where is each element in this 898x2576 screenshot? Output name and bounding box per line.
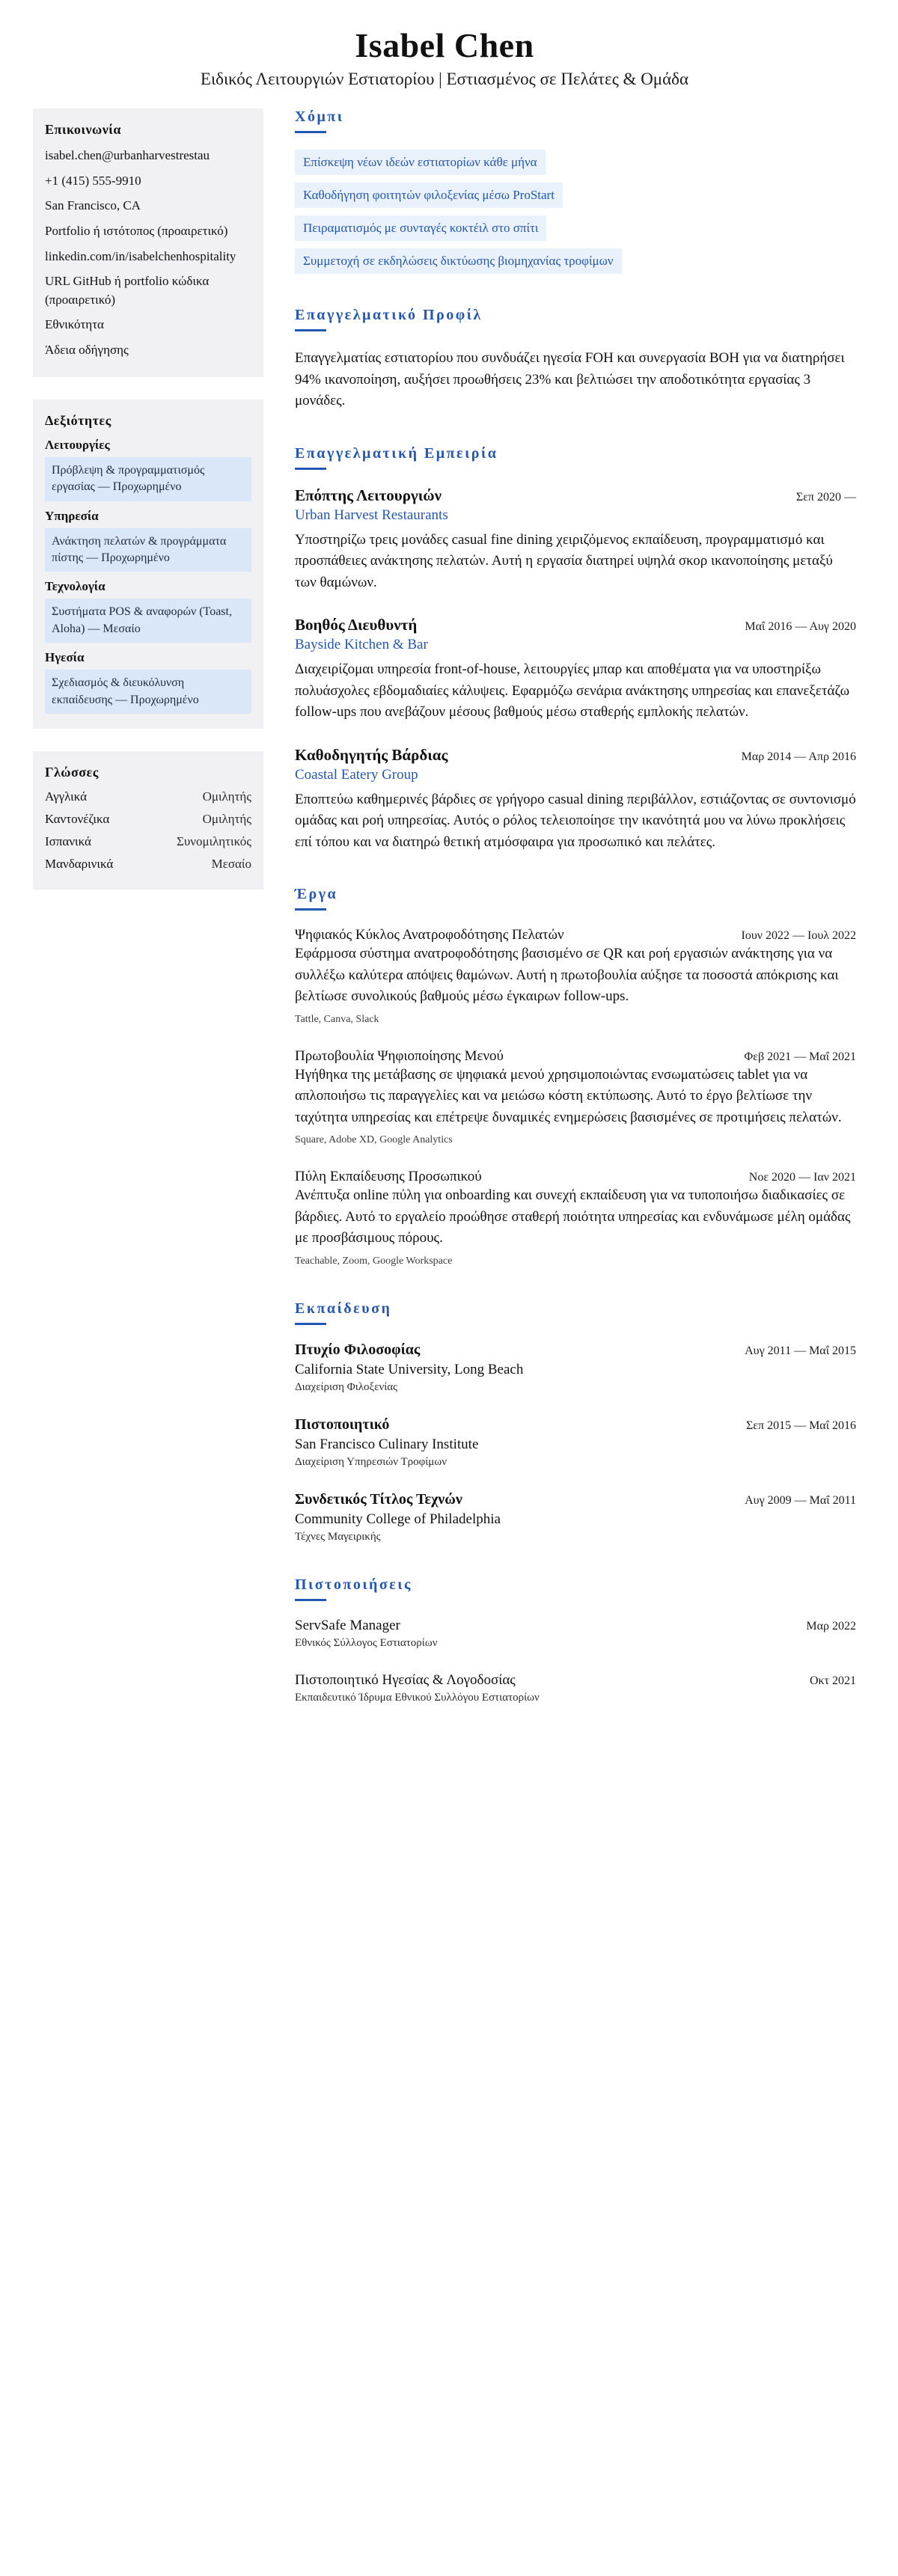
projects-title: Έργα xyxy=(295,886,338,902)
skill-group-label: Υπηρεσία xyxy=(45,508,99,523)
skills-title: Δεξιότητες xyxy=(45,412,112,428)
certification-issuer: Εκπαιδευτικό Ίδρυμα Εθνικού Συλλόγου Εστιατορίων xyxy=(295,1691,540,1704)
education-degree: Πτυχίο Φιλοσοφίας xyxy=(295,1341,421,1358)
language-level: Συνομιλητικός xyxy=(177,833,251,848)
project-entry xyxy=(295,1048,856,1147)
certification-name: ServSafe Manager xyxy=(295,1617,400,1633)
project-dates: Νοε 2020 — Ιαν 2021 xyxy=(748,1171,856,1184)
certification-entry xyxy=(295,1672,856,1704)
skill-group-label: Λειτουργίες xyxy=(45,437,110,452)
job-description: Διαχειρίζομαι υπηρεσία front-of-house, λειτουργίες μπαρ και αποθέματα για να υποστηρίξω πολυάσχολες εβδομαδιαίες κάλυψεις. Εφαρμόζω σενάρια ανάκτησης υπηρεσίας και επανεξετάζω follow-ups που ανεβάζουν μέσους βαθμούς μέσω σταθερής εμπλοκής πελατών. xyxy=(295,661,850,720)
project-dates: Φεβ 2021 — Μαΐ 2021 xyxy=(744,1050,856,1063)
skill-value: Πρόβλεψη & προγραμματισμός εργασίας — Προχωρημένο xyxy=(45,457,251,501)
sidebar xyxy=(33,108,263,890)
certification-header xyxy=(295,1672,856,1689)
project-description: Ανέπτυξα online πύλη για onboarding και συνεχή εκπαίδευση για να τυποποιήσω διαδικασίες σε βάρδιες. Αυτό το εργαλείο προώθησε σταθερή ποιότητα υπηρεσίας και ενδυνάμωσε μέλη ομάδας με προσβάσιμους πόρους. xyxy=(295,1187,851,1246)
languages-section xyxy=(33,751,263,890)
resume-header xyxy=(33,25,856,89)
resume-columns xyxy=(33,108,856,1737)
job-description: Υποστηρίζω τρεις μονάδες casual fine dining χειριζόμενος εκπαίδευση, προγραμματισμό και προσπάθειες ανάκτησης πελατών. Αυτή η εργασία διατηρεί υψηλά σκορ ικανοποίησης μεταξύ των θαμώνων. xyxy=(295,531,833,590)
certification-date: Οκτ 2021 xyxy=(809,1674,856,1687)
education-school: Community College of Philadelphia xyxy=(295,1511,501,1527)
language-level: Ομιλητής xyxy=(202,811,251,826)
education-dates: Σεπ 2015 — Μαΐ 2016 xyxy=(745,1419,856,1432)
project-header xyxy=(295,927,856,943)
section-underline xyxy=(295,468,326,470)
education-field: Διαχείριση Φιλοξενίας xyxy=(295,1380,398,1393)
project-dates: Ιουν 2022 — Ιουλ 2022 xyxy=(741,929,856,942)
skill-value: Σχεδιασμός & διευκόλυνση εκπαίδευσης — Προχωρημένο xyxy=(45,670,251,714)
contact-linkedin[interactable]: linkedin.com/in/isabelchenhospitality xyxy=(45,248,236,263)
language-row xyxy=(45,812,251,827)
education-entry xyxy=(295,1341,856,1394)
job-role: Επόπτης Λειτουργιών xyxy=(295,486,442,504)
language-name: Μανδαρινικά xyxy=(45,856,114,871)
section-underline xyxy=(295,1599,326,1601)
section-underline xyxy=(295,908,326,911)
education-entry xyxy=(295,1491,856,1544)
profile-title: Επαγγελματικό Προφίλ xyxy=(295,307,483,323)
education-header xyxy=(295,1341,856,1359)
certification-name: Πιστοποιητικό Ηγεσίας & Λογοδοσίας xyxy=(295,1671,516,1688)
skill-value: Συστήματα POS & αναφορών (Toast, Aloha) — Μεσαίο xyxy=(45,599,251,643)
certification-header xyxy=(295,1618,856,1634)
certification-issuer: Εθνικός Σύλλογος Εστιατορίων xyxy=(295,1636,438,1649)
project-name: Πύλη Εκπαίδευσης Προσωπικού xyxy=(295,1169,482,1184)
job-entry xyxy=(295,486,856,594)
contact-phone: +1 (415) 555-9910 xyxy=(45,173,141,188)
skills-section xyxy=(33,400,263,729)
project-tools: Square, Adobe XD, Google Analytics xyxy=(295,1134,453,1145)
experience-section xyxy=(295,445,856,854)
contact-nationality: Εθνικότητα xyxy=(45,317,104,332)
project-header xyxy=(295,1169,856,1185)
skill-value: Ανάκτηση πελατών & προγράμματα πίστης — Προχωρημένο xyxy=(45,528,251,572)
job-company-link[interactable]: Urban Harvest Restaurants xyxy=(295,507,448,523)
education-entry xyxy=(295,1416,856,1469)
section-underline xyxy=(295,1323,326,1325)
education-dates: Αυγ 2011 — Μαΐ 2015 xyxy=(745,1344,856,1357)
education-title: Εκπαίδευση xyxy=(295,1300,392,1317)
job-entry xyxy=(295,746,856,854)
education-header xyxy=(295,1491,856,1508)
job-role: Βοηθός Διευθυντή xyxy=(295,616,418,634)
project-tools: Tattle, Canva, Slack xyxy=(295,1013,379,1025)
contact-portfolio: Portfolio ή ιστότοπος (προαιρετικό) xyxy=(45,223,228,238)
job-dates: Σεπ 2020 — xyxy=(795,490,856,504)
contact-location: San Francisco, CA xyxy=(45,198,141,213)
project-description: Ηγήθηκα της μετάβασης σε ψηφιακά μενού χρησιμοποιώντας ενσωματώσεις tablet για να απλοποιήσω τις παραγγελίες και να μειώσω κόστη εκτύπωσης. Αυτό το έργο βελτίωσε την ταχύτητα υπηρεσίας και επέτρεψε δυναμικές ενημερώσεις βασισμένες σε προτιμήσεις πελατών. xyxy=(295,1066,842,1125)
job-company-link[interactable]: Coastal Eatery Group xyxy=(295,766,418,783)
education-degree: Πιστοποιητικό xyxy=(295,1416,390,1433)
project-name: Ψηφιακός Κύκλος Ανατροφοδότησης Πελατών xyxy=(295,927,564,943)
project-header xyxy=(295,1048,856,1065)
candidate-tagline: Ειδικός Λειτουργιών Εστιατορίου | Εστιασμένος σε Πελάτες & Ομάδα xyxy=(200,70,689,88)
job-company-link[interactable]: Bayside Kitchen & Bar xyxy=(295,637,428,652)
language-name: Αγγλικά xyxy=(45,789,88,804)
skill-group-label: Ηγεσία xyxy=(45,650,85,665)
main-column xyxy=(295,108,856,1737)
hobbies-section xyxy=(295,108,856,274)
project-entry xyxy=(295,1169,856,1267)
language-level: Ομιλητής xyxy=(202,789,251,804)
job-header xyxy=(295,616,856,634)
contact-github: URL GitHub ή portfolio κώδικα (προαιρετικό) xyxy=(45,274,210,307)
job-description: Εποπτεύω καθημερινές βάρδιες σε γρήγορο casual dining περιβάλλον, εστιάζοντας σε συντονισμό ομάδας και ροή υπηρεσίας. Αυτός ο ρόλος τελειοποίησε την ικανότητά μου να λύνω προκλήσεις επί τόπου και να διατηρώ θετική ατμόσφαιρα για προσωπικό και πελάτες. xyxy=(295,791,856,850)
certification-entry xyxy=(295,1618,856,1650)
hobby-item: Καθοδήγηση φοιτητών φιλοξενίας μέσω ProStart xyxy=(295,183,563,208)
skill-group-label: Τεχνολογία xyxy=(45,579,106,594)
hobbies-title: Χόμπι xyxy=(295,108,344,125)
education-field: Τέχνες Μαγειρικής xyxy=(295,1530,381,1543)
experience-title: Επαγγελματική Εμπειρία xyxy=(295,444,498,462)
language-row xyxy=(45,834,251,849)
hobby-item: Πειραματισμός με συνταγές κοκτέιλ στο σπίτι xyxy=(295,215,546,241)
contact-title: Επικοινωνία xyxy=(45,122,121,137)
job-dates: Μαρ 2014 — Απρ 2016 xyxy=(741,750,856,763)
education-field: Διαχείριση Υπηρεσιών Τροφίμων xyxy=(295,1455,448,1468)
hobby-item: Επίσκεψη νέων ιδεών εστιατορίων κάθε μήνα xyxy=(295,150,546,175)
certifications-title: Πιστοποιήσεις xyxy=(295,1576,412,1593)
education-school: California State University, Long Beach xyxy=(295,1361,524,1377)
section-underline xyxy=(295,131,326,133)
language-level: Μεσαίο xyxy=(211,856,251,871)
language-row xyxy=(45,789,251,804)
contact-section xyxy=(33,108,263,377)
language-name: Ισπανικά xyxy=(45,833,91,848)
section-underline xyxy=(295,329,326,331)
education-school: San Francisco Culinary Institute xyxy=(295,1436,479,1452)
job-dates: Μαΐ 2016 — Αυγ 2020 xyxy=(745,620,856,633)
job-header xyxy=(295,486,856,505)
certifications-section xyxy=(295,1576,856,1704)
contact-email[interactable]: isabel.chen@urbanharvestrestau xyxy=(45,148,210,162)
contact-driving-license: Άδεια οδήγησης xyxy=(45,343,129,358)
job-header xyxy=(295,746,856,765)
hobby-item: Συμμετοχή σε εκδηλώσεις δικτύωσης βιομηχανίας τροφίμων xyxy=(295,248,622,274)
job-role: Καθοδηγητής Βάρδιας xyxy=(295,745,448,764)
education-header xyxy=(295,1416,856,1434)
profile-text: Επαγγελματίας εστιατορίου που συνδυάζει ηγεσία FOH και συνεργασία BOH για να διατηρήσει 94% ικανοποίηση, αυξήσει προωθήσεις 23% και βελτιώσει την αποδοτικότητα εργασίας 3 μονάδες. xyxy=(295,350,845,409)
languages-title: Γλώσσες xyxy=(45,764,99,780)
project-entry xyxy=(295,927,856,1026)
education-section xyxy=(295,1300,856,1544)
education-dates: Αυγ 2009 — Μαΐ 2011 xyxy=(745,1493,856,1507)
project-description: Εφάρμοσα σύστημα ανατροφοδότησης βασισμένο σε QR και ροή εργασιών ανάκτησης για να συλλέξω καλύτερα απόψεις θαμώνων. Αυτή η πρωτοβουλία αύξησε τα ποσοστά απόκρισης και βελτίωσε συνολικούς βαθμούς μέσω έγκαιρων follow-ups. xyxy=(295,946,839,1004)
language-row xyxy=(45,857,251,872)
certification-date: Μαρ 2022 xyxy=(806,1619,856,1633)
profile-section xyxy=(295,307,856,412)
job-entry xyxy=(295,616,856,723)
education-degree: Συνδετικός Τίτλος Τεχνών xyxy=(295,1490,462,1508)
language-name: Καντονέζικα xyxy=(45,811,110,826)
candidate-name: Isabel Chen xyxy=(355,26,534,64)
projects-section xyxy=(295,886,856,1267)
project-name: Πρωτοβουλία Ψηφιοποίησης Μενού xyxy=(295,1047,504,1064)
project-tools: Teachable, Zoom, Google Workspace xyxy=(295,1255,453,1267)
